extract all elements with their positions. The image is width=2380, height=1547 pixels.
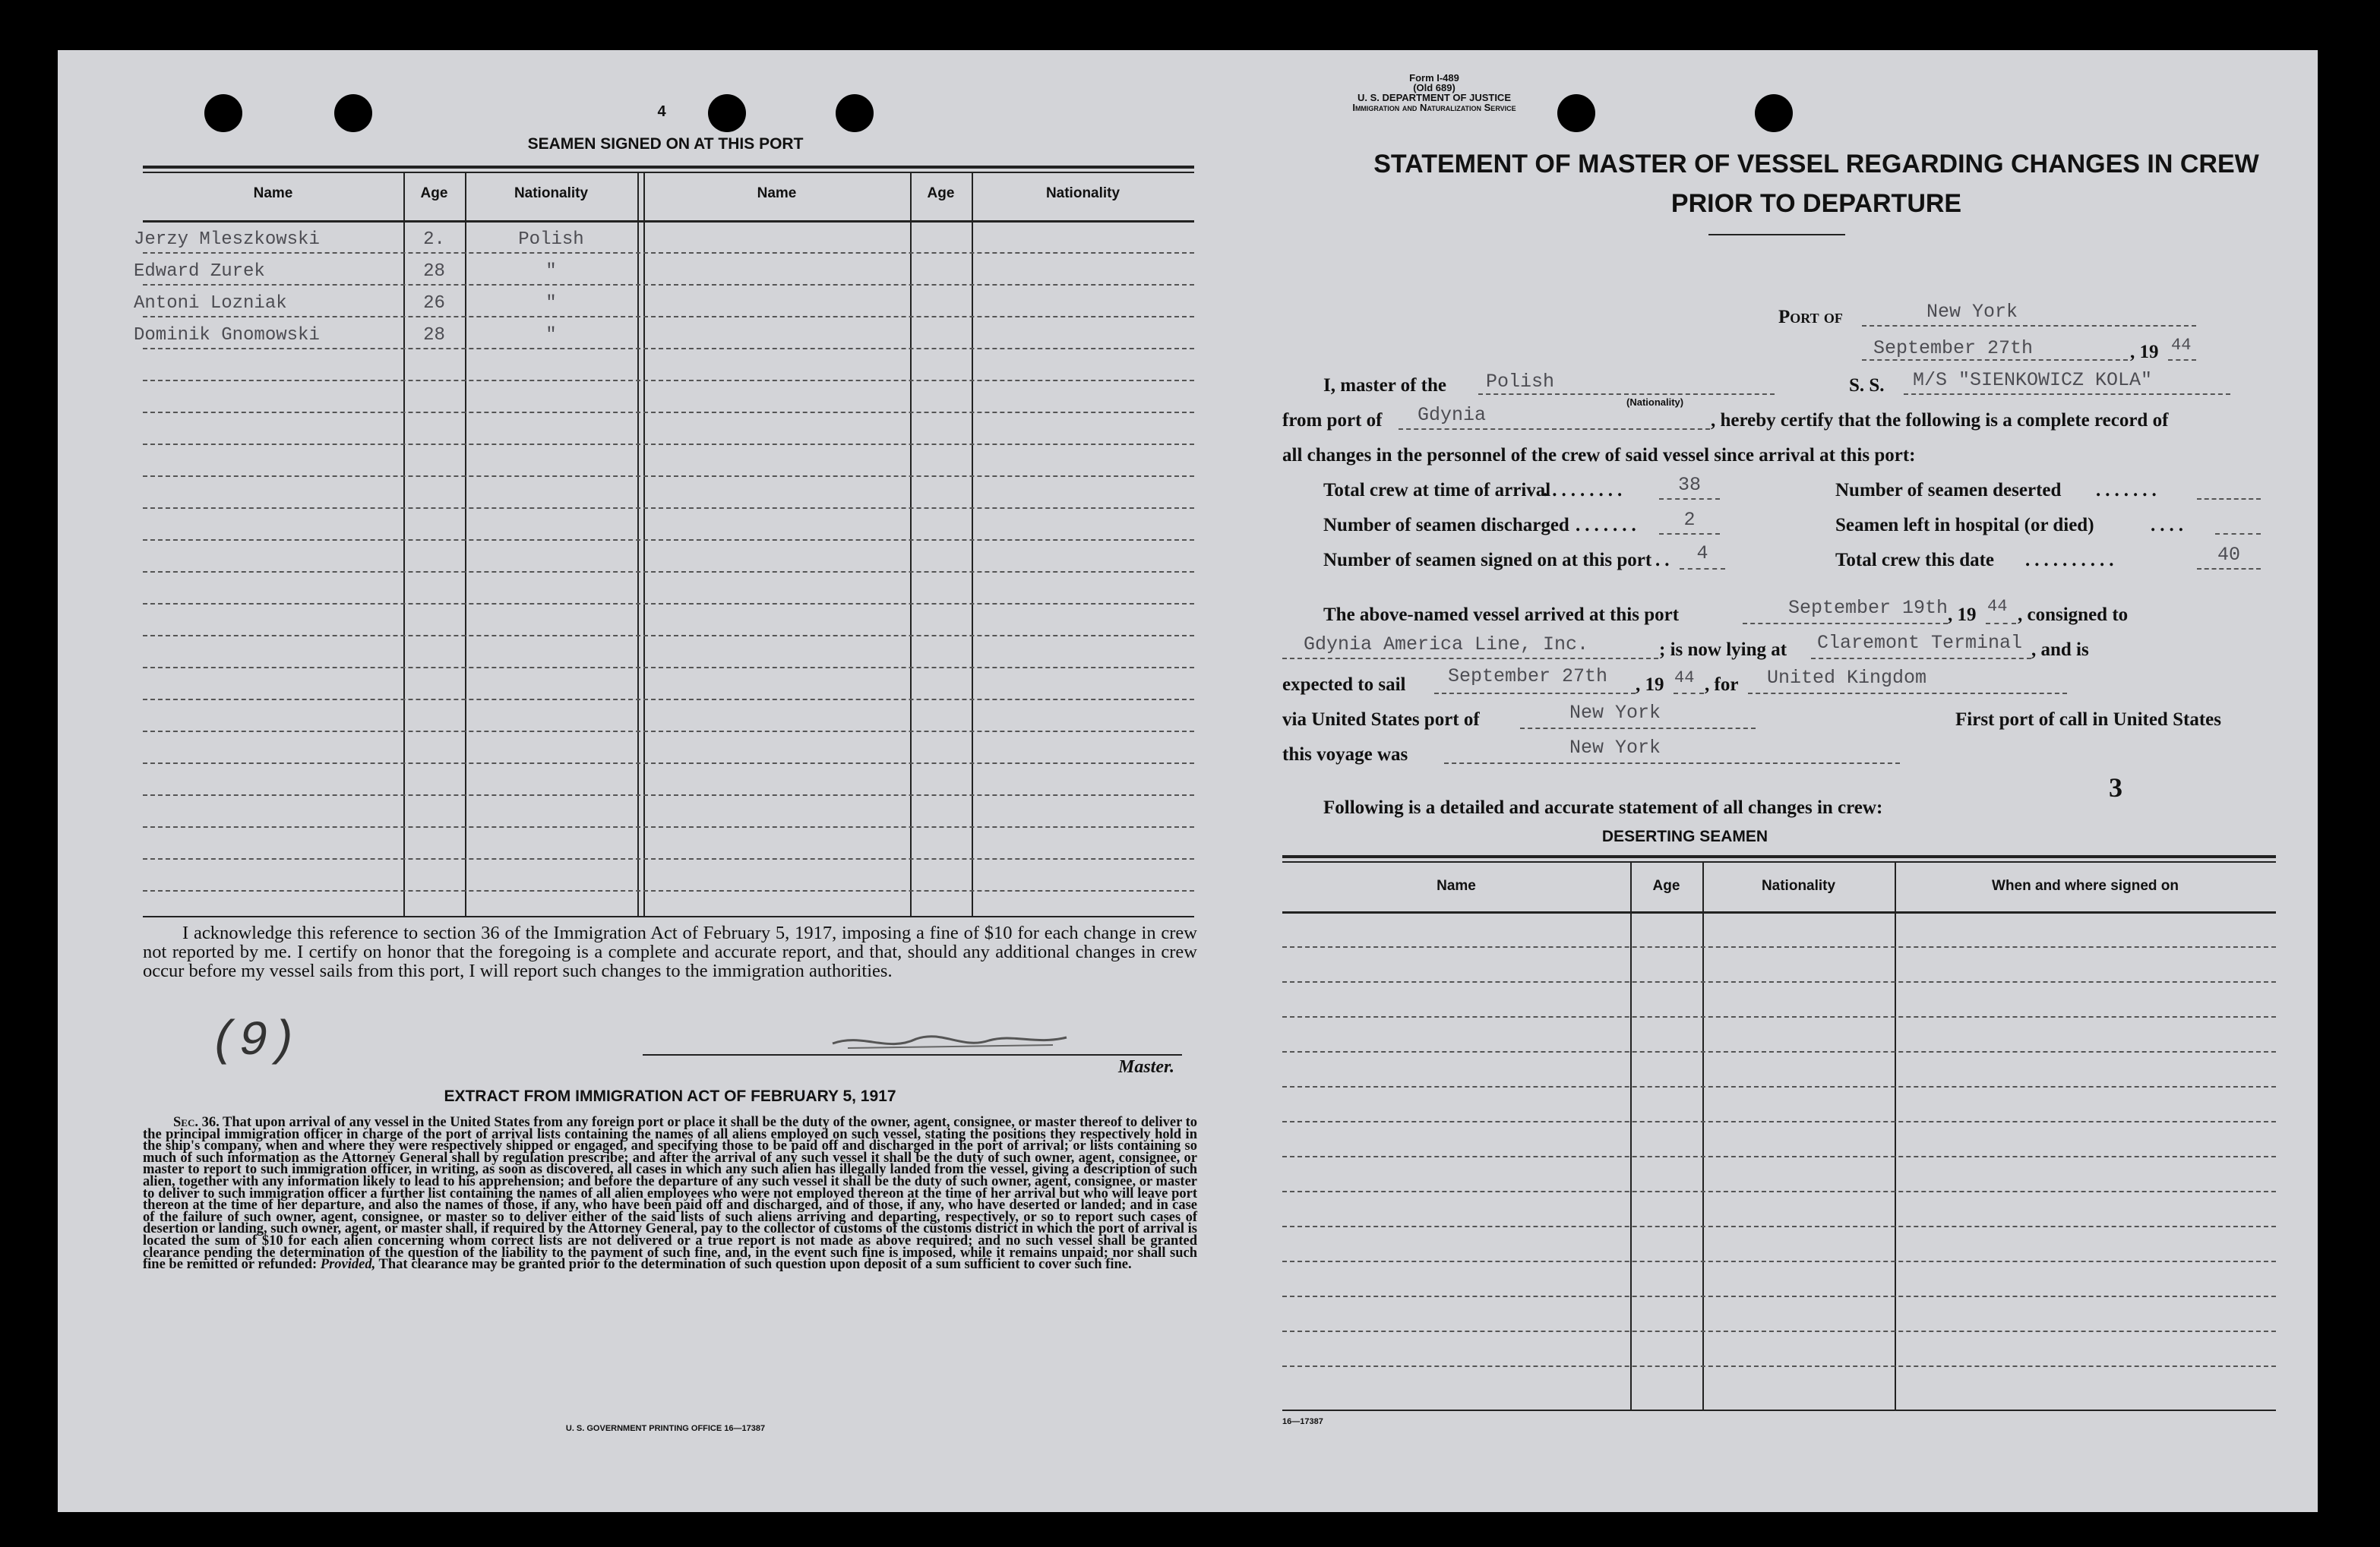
crew-name: Dominik Gnomowski	[134, 325, 320, 346]
form-title-line1: STATEMENT OF MASTER OF VESSEL REGARDING CHANGES IN CREW	[1373, 150, 2259, 178]
section-title-signed-on: SEAMEN SIGNED ON AT THIS PORT	[527, 135, 804, 153]
punch-hole	[334, 94, 372, 132]
lying-label: ; is now lying at	[1659, 639, 1787, 660]
consignee-value: Gdynia America Line, Inc.	[1304, 633, 1589, 655]
form-title-line2: PRIOR TO DEPARTURE	[1670, 189, 1962, 218]
dot-leader: .......	[2096, 480, 2161, 500]
certify-text: , hereby certify that the following is a complete record of	[1711, 410, 2169, 431]
voyage-label: this voyage was	[1282, 744, 1408, 765]
document-sheet	[58, 50, 2318, 1512]
form-title	[1349, 144, 2284, 223]
discharged-label: Number of seamen discharged	[1323, 515, 1569, 535]
crew-nationality: "	[545, 325, 557, 346]
discharged-value: 2	[1683, 509, 1696, 531]
ss-label: S. S.	[1849, 375, 1885, 396]
department-name: U. S. DEPARTMENT OF JUSTICE	[1358, 92, 1511, 103]
expected-year-prefix: , 19	[1636, 674, 1664, 695]
col-header-name: Name	[1437, 878, 1476, 894]
port-value: New York	[1926, 301, 2018, 323]
port-label: Port of	[1778, 307, 1843, 327]
dot-leader: ..........	[2025, 550, 2119, 570]
form-old-number: (Old 689)	[1413, 82, 1455, 93]
crew-age: 2.	[423, 229, 445, 250]
page-mark: 3	[2109, 772, 2122, 803]
form-header	[1267, 73, 1601, 112]
master-of-label: I, master of the	[1323, 375, 1446, 396]
extract-body	[143, 1117, 1197, 1271]
hospital-label: Seamen left in hospital (or died)	[1835, 515, 2094, 535]
col-header-name: Name	[253, 185, 293, 201]
crew-age: 28	[423, 261, 445, 282]
expected-label: expected to sail	[1282, 674, 1406, 695]
for-label: , for	[1705, 674, 1739, 695]
nationality-value: Polish	[1486, 371, 1555, 393]
following-text: Following is a detailed and accurate statement of all changes in crew:	[1323, 797, 1883, 818]
first-port-label: First port of call in United States	[1955, 709, 2221, 730]
col-header-age: Age	[927, 185, 955, 201]
lying-value: Claremont Terminal	[1817, 632, 2023, 654]
and-is-label: , and is	[2031, 639, 2089, 660]
expected-value: September 27th	[1448, 665, 1608, 687]
master-label: Master.	[1117, 1057, 1174, 1077]
punch-hole	[1755, 94, 1793, 132]
col-header-name: Name	[757, 185, 797, 201]
date-value: September 27th	[1873, 337, 2034, 359]
deserted-label: Number of seamen deserted	[1835, 480, 2062, 500]
total-date-label: Total crew this date	[1835, 550, 1995, 570]
crew-name: Edward Zurek	[134, 261, 265, 282]
dot-leader: ....	[2151, 515, 2188, 535]
extract-title: EXTRACT FROM IMMIGRATION ACT OF FEBRUARY 5, 1917	[444, 1088, 896, 1105]
crew-age: 26	[423, 293, 445, 314]
form-number: Form I-489	[1409, 72, 1459, 84]
voyage-value: New York	[1569, 737, 1661, 759]
crew-nationality: "	[545, 293, 557, 314]
page-number: 4	[657, 103, 666, 120]
punch-hole	[708, 94, 746, 132]
crew-age: 28	[423, 325, 445, 346]
col-header-nationality: Nationality	[1045, 185, 1120, 201]
total-arrival-value: 38	[1677, 474, 1701, 496]
signed-on-value: 4	[1696, 542, 1708, 564]
extract-text: That upon arrival of any vessel in the United States from any foreign port or place it shall be the duty of the owner, agent, consignee, or master thereof to deliver to the principal immigration officer in charge of the port of arrival lists containing the names of all aliens employed on such vessel, stating the positions they respectively hold in the ship's company, when and where they were respectively shipped or engaged, and specifying those to be paid off and discharged in the port of arrival; or lists containing so much of such information as the Attorney General shall by regulation prescribe; and after the arrival of any such vessel it shall be the duty of such owner, agent, consignee, or master to report to such immigration officer, in writing, as soon as discovered, all cases in which any such alien has illegally landed from the vessel, giving a description of such alien, together with any information likely to lead to his apprehension; and before the departure of any such vessel it shall be the duty of such owner, agent, consignee, or master to deliver to such immigration officer a further list containing the names of all alien employees who were not employed thereon at the time of her arrival but who will leave port thereon at the time of her departure, and also the names of those, if any, who have been paid off and discharged, and of those, if any, who have deserted or landed; and in case of the failure of such owner, agent, consignee, or master so to deliver either of the said lists of such aliens arriving and departing, respectively, or so to report such cases of desertion or landing, such owner, agent, or master shall, if required by the Attorney General, pay to the collector of customs of the customs district in which the port of arrival is located the sum of $10 for each alien concerning whom correct lists are not delivered or a true report is not made as above required; and no such vessel shall be granted clearance pending the determination of the question of the liability to the payment of such fine, and, in the event such fine is imposed, while it remains unpaid; nor shall such fine be remitted or refunded:	[143, 1115, 1197, 1273]
crew-nationality: Polish	[518, 229, 584, 250]
arrived-year: 44	[1987, 597, 2008, 616]
crew-nationality: "	[545, 261, 557, 282]
col-header-nationality: Nationality	[1761, 878, 1836, 894]
all-changes-text: all changes in the personnel of the crew of said vessel since arrival at this port:	[1282, 445, 1916, 466]
arrived-label: The above-named vessel arrived at this port	[1323, 605, 1680, 625]
via-label: via United States port of	[1282, 709, 1480, 730]
col-header-when-where: When and where signed on	[1992, 878, 2179, 894]
service-name: Immigration and Naturalization Service	[1352, 102, 1516, 113]
col-header-age: Age	[420, 185, 448, 201]
punch-hole	[204, 94, 242, 132]
from-port-value: Gdynia	[1418, 404, 1487, 426]
crew-name: Antoni Lozniak	[134, 293, 287, 314]
total-date-value: 40	[2217, 544, 2240, 566]
left-footer: U. S. GOVERNMENT PRINTING OFFICE 16—17387	[565, 1424, 766, 1433]
year-prefix: , 19	[2130, 342, 2159, 362]
from-port-label: from port of	[1282, 410, 1383, 431]
consigned-label: , consigned to	[2018, 605, 2129, 625]
deserting-title: DESERTING SEAMEN	[1601, 828, 1768, 845]
dot-leader: ..	[1655, 550, 1674, 570]
crew-name: Jerzy Mleszkowski	[134, 229, 320, 250]
col-header-nationality: Nationality	[514, 185, 589, 201]
dot-leader: .......	[1576, 515, 1641, 535]
handwritten-mark: (9)	[210, 1015, 298, 1069]
via-value: New York	[1569, 702, 1661, 724]
punch-hole	[836, 94, 874, 132]
dot-leader: .........	[1543, 480, 1627, 500]
acknowledgment-text: I acknowledge this reference to section 36 of the Immigration Act of February 5, 1917, imposing a fine of $10 for each change in crew not reported by me. I certify on honor that the foregoing is a complete and accurate report, and that, should any additional changes in crew occur before my vessel sails from this port, I will report such changes to the immigration authorities.	[143, 923, 1197, 981]
arrived-year-prefix: , 19	[1948, 605, 1977, 625]
for-value: United Kingdom	[1767, 667, 1927, 689]
extract-proviso: Provided,	[320, 1257, 376, 1273]
col-header-age: Age	[1652, 878, 1680, 894]
year-value: 44	[2171, 336, 2192, 355]
ship-value: M/S "SIENKOWICZ KOLA"	[1913, 369, 2153, 391]
signed-on-label: Number of seamen signed on at this port	[1323, 550, 1652, 570]
extract-end: That clearance may be granted prior to the determination of such question upon deposit of a sum sufficient to cover such fine.	[378, 1257, 1132, 1273]
right-footer: 16—17387	[1282, 1417, 1323, 1426]
nationality-caption: (Nationality)	[1626, 396, 1684, 408]
extract-section-label: Sec. 36.	[173, 1115, 220, 1130]
total-arrival-label: Total crew at time of arrival	[1323, 480, 1551, 500]
expected-year: 44	[1674, 668, 1695, 687]
arrived-value: September 19th	[1788, 597, 1949, 619]
